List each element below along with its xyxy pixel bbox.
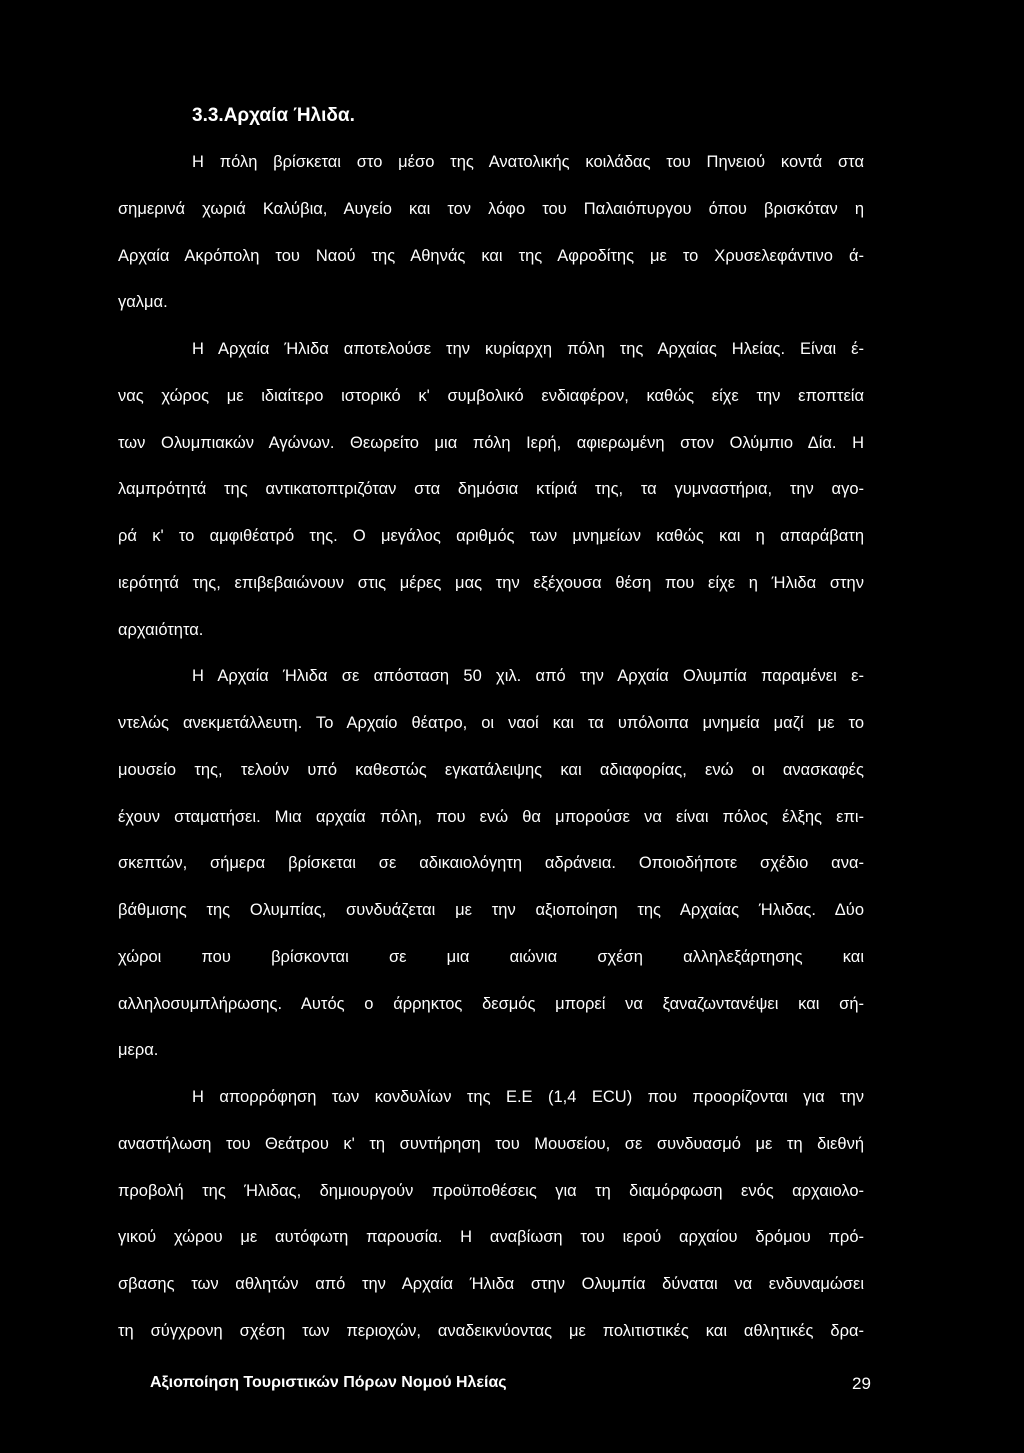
- text-line: ντελώς ανεκμετάλλευτη. Το Αρχαίο θέατρο, οι ναοί και τα υπόλοιπα μνημεία μαζί με το: [118, 714, 864, 732]
- text-line: μουσείο της, τελούν υπό καθεστώς εγκατάλειψης και αδιαφορίας, ενώ οι ανασκαφές: [118, 761, 864, 779]
- text-line: Αρχαία Ακρόπολη του Ναού της Αθηνάς και της Αφροδίτης με το Χρυσελεφάντινο ά-: [118, 247, 864, 265]
- text-line: σβασης των αθλητών από την Αρχαία Ήλιδα στην Ολυμπία δύναται να ενδυναμώσει: [118, 1275, 864, 1293]
- text-line: αλληλοσυμπλήρωσης. Αυτός ο άρρηκτος δεσμός μπορεί να ξαναζωντανέψει και σή-: [118, 995, 864, 1013]
- text-line: σκεπτών, σήμερα βρίσκεται σε αδικαιολόγητη αδράνεια. Οποιοδήποτε σχέδιο ανα-: [118, 854, 864, 872]
- text-line: Η πόλη βρίσκεται στο μέσο της Ανατολικής κοιλάδας του Πηνειού κοντά στα: [192, 153, 864, 171]
- text-line: Η απορρόφηση των κονδυλίων της Ε.Ε (1,4 ECU) που προορίζονται για την: [192, 1088, 864, 1106]
- text-line: γικού χώρου με αυτόφωτη παρουσία. Η αναβίωση του ιερού αρχαίου δρόμου πρό-: [118, 1228, 864, 1246]
- text-line: έχουν σταματήσει. Μια αρχαία πόλη, που ενώ θα μπορούσε να είναι πόλος έλξης επι-: [118, 808, 864, 826]
- text-line: γαλμα.: [118, 293, 168, 311]
- text-line: βάθμισης της Ολυμπίας, συνδυάζεται με την αξιοποίηση της Αρχαίας Ήλιδας. Δύο: [118, 901, 864, 919]
- text-line: Η Αρχαία Ήλιδα αποτελούσε την κυρίαρχη πόλη της Αρχαίας Ηλείας. Είναι έ-: [192, 340, 864, 358]
- text-line: σημερινά χωριά Καλύβια, Αυγείο και τον λόφο του Παλαιόπυργου όπου βρισκόταν η: [118, 200, 864, 218]
- text-line: μερα.: [118, 1041, 159, 1059]
- text-line: ιερότητά της, επιβεβαιώνουν στις μέρες μας την εξέχουσα θέση που είχε η Ήλιδα στην: [118, 574, 864, 592]
- text-line: προβολή της Ήλιδας, δημιουργούν προϋποθέσεις για τη διαμόρφωση ενός αρχαιολο-: [118, 1182, 864, 1200]
- text-line: αρχαιότητα.: [118, 621, 204, 639]
- text-line: αναστήλωση του Θεάτρου κ' τη συντήρηση του Μουσείου, σε συνδυασμό με τη διεθνή: [118, 1135, 864, 1153]
- text-line: Η Αρχαία Ήλιδα σε απόσταση 50 χιλ. από την Αρχαία Ολυμπία παραμένει ε-: [192, 667, 864, 685]
- text-line: ρά κ' το αμφιθέατρό της. Ο μεγάλος αριθμός των μνημείων καθώς και η απαράβατη: [118, 527, 864, 545]
- text-line: των Ολυμπιακών Αγώνων. Θεωρείτο μια πόλη Ιερή, αφιερωμένη στον Ολύμπιο Δία. Η: [118, 434, 864, 452]
- text-line: τη σύγχρονη σχέση των περιοχών, αναδεικνύοντας με πολιτιστικές και αθλητικές δρα-: [118, 1322, 864, 1340]
- text-line: χώροι που βρίσκονται σε μια αιώνια σχέση αλληλεξάρτησης και: [118, 948, 864, 966]
- text-line: λαμπρότητά της αντικατοπτριζόταν στα δημόσια κτίριά της, τα γυμναστήρια, την αγο-: [118, 480, 864, 498]
- page-number: 29: [852, 1374, 871, 1393]
- section-heading: 3.3.Αρχαία Ήλιδα.: [192, 105, 355, 126]
- footer-title: Αξιοποίηση Τουριστικών Πόρων Νομού Ηλείας: [150, 1374, 507, 1391]
- text-line: νας χώρος με ιδιαίτερο ιστορικό κ' συμβολικό ενδιαφέρον, καθώς είχε την εποπτεία: [118, 387, 864, 405]
